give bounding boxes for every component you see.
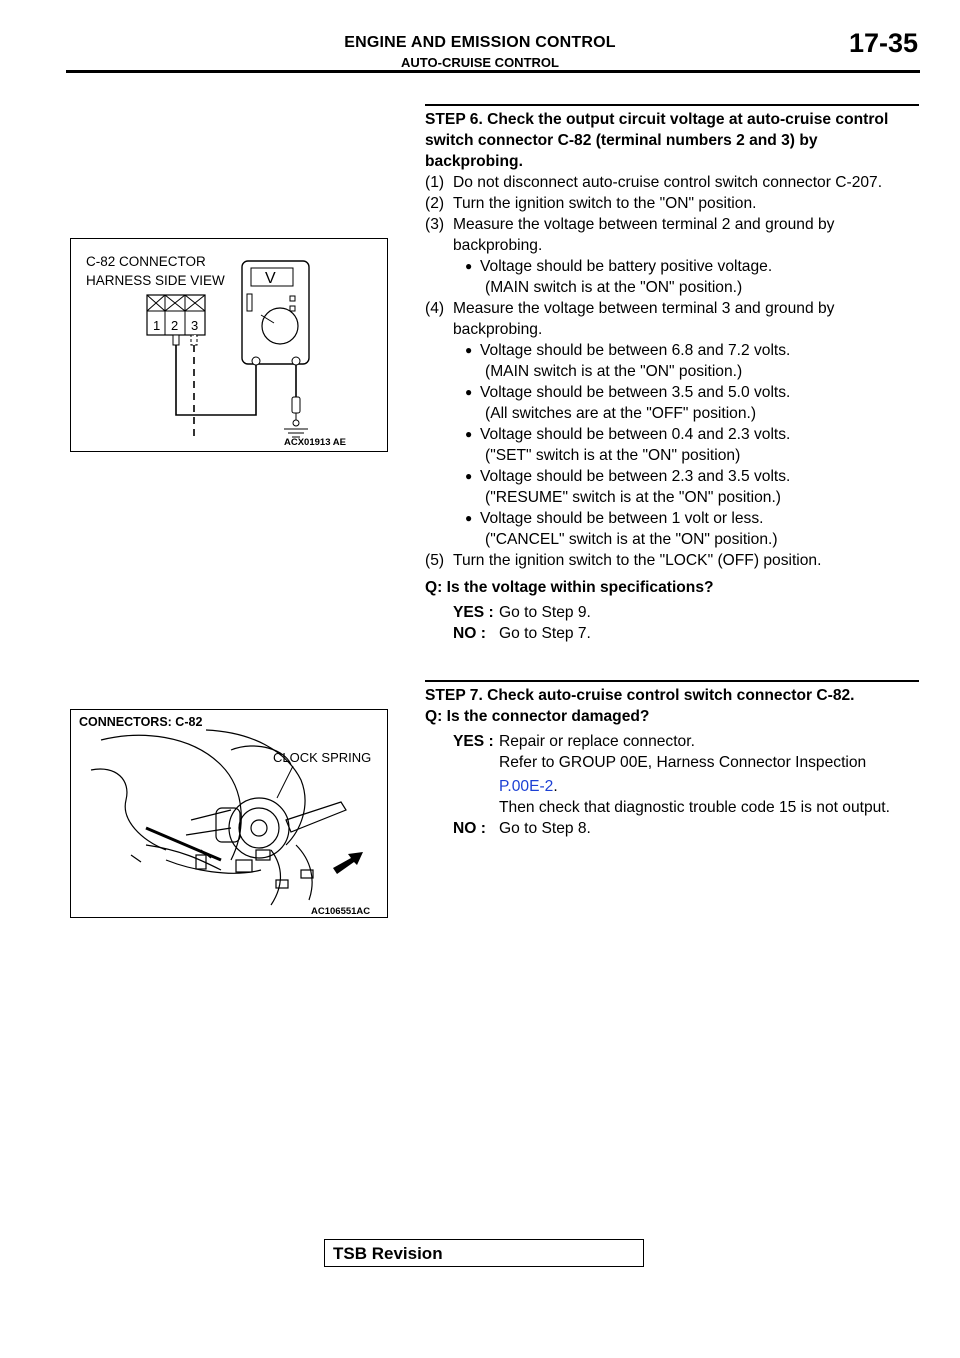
spec-bullet: ● Voltage should be between 6.8 and 7.2 volts. (465, 342, 791, 359)
list-item: (3) Measure the voltage between terminal 2 and ground by backprobing. (425, 216, 835, 254)
harness-inspection-link[interactable]: P.00E-2 (499, 778, 554, 795)
figure1-label-line1: C-82 CONNECTOR (86, 254, 206, 269)
spec-condition: ("CANCEL" switch is at the "ON" position.) (485, 531, 778, 548)
figure2-title: CONNECTORS: C-82 (79, 715, 203, 729)
connector-location-illustration (71, 710, 387, 917)
spec-condition: (MAIN switch is at the "ON" position.) (485, 279, 743, 296)
figure-connector-location (70, 709, 388, 918)
yes-line-2: Refer to GROUP 00E, Harness Connector Inspection (499, 754, 867, 771)
tsb-revision-box (324, 1239, 644, 1267)
voltmeter-diagram (71, 239, 387, 451)
bullet-icon: ● (465, 469, 473, 483)
pin-2-label: 2 (171, 318, 179, 333)
bullet-icon: ● (465, 343, 473, 357)
arrow-indicator-icon (333, 852, 363, 874)
bullet-icon: ● (465, 385, 473, 399)
bullet-icon: ● (465, 259, 473, 273)
yes-line-1: Repair or replace connector. (499, 733, 695, 750)
step7-answer-no: NO : Go to Step 8. (453, 820, 591, 837)
step7-answer-yes: YES : Repair or replace connector. Refer to GROUP 00E, Harness Connector Inspection P.00E-2. Then check that diagnostic trouble code 15 is not output. (453, 731, 919, 818)
spec-bullet: ● Voltage should be battery positive voltage. (465, 258, 773, 275)
voltmeter-symbol: V (265, 270, 276, 287)
list-item: (4) Measure the voltage between terminal 3 and ground by backprobing. (425, 300, 835, 338)
spec-condition: (All switches are at the "OFF" position.) (485, 405, 757, 422)
figure-voltage-measurement (70, 238, 388, 452)
manual-section-title: ENGINE AND EMISSION CONTROL (344, 34, 616, 51)
list-item: (1) Do not disconnect auto-cruise control switch connector C-207. (425, 174, 883, 191)
spec-condition: ("RESUME" switch is at the "ON" position.) (485, 489, 781, 506)
figure2-id: AC106551AC (311, 906, 371, 917)
tsb-revision-label: TSB Revision (333, 1244, 443, 1263)
clock-spring-callout: CLOCK SPRING (273, 750, 372, 765)
ground-icon (284, 397, 308, 437)
yes-line-3: Then check that diagnostic trouble code 15 is not output. (499, 799, 890, 816)
pin-3-label: 3 (191, 318, 199, 333)
manual-subsection-title: AUTO-CRUISE CONTROL (401, 55, 559, 70)
spec-bullet: ● Voltage should be between 1 volt or less. (465, 510, 764, 527)
spec-condition: ("SET" switch is at the "ON" position) (485, 447, 741, 464)
spec-condition: (MAIN switch is at the "ON" position.) (485, 363, 743, 380)
spec-bullet: ● Voltage should be between 3.5 and 5.0 volts. (465, 384, 791, 401)
step7-title: STEP 7. Check auto-cruise control switch connector C-82. (425, 687, 855, 704)
bullet-icon: ● (465, 511, 473, 525)
bullet-icon: ● (465, 427, 473, 441)
step6-question: Q: Is the voltage within specifications? (425, 579, 714, 596)
voltmeter-icon (242, 261, 309, 365)
list-item: (5) Turn the ignition switch to the "LOCK" (OFF) position. (425, 552, 822, 569)
pin-1-label: 1 (153, 318, 161, 333)
step6-answer-yes: YES : Go to Step 9. (453, 604, 591, 621)
step6-section (425, 104, 919, 644)
figure1-label-line2: HARNESS SIDE VIEW (86, 273, 225, 288)
step6-title: STEP 6. Check the output circuit voltage at auto-cruise control switch connector C-82 (terminal numbers 2 and 3) by backprobing. (425, 111, 889, 170)
spec-bullet: ● Voltage should be between 0.4 and 2.3 volts. (465, 426, 791, 443)
step7-section (425, 680, 919, 839)
spec-bullet: ● Voltage should be between 2.3 and 3.5 volts. (465, 468, 791, 485)
page-number: 17-35 (848, 28, 918, 58)
header-divider (66, 70, 920, 73)
step7-question: Q: Is the connector damaged? (425, 708, 650, 725)
figure1-id: ACX01913 AE (284, 437, 346, 448)
connector-c82-icon (147, 295, 205, 335)
list-item: (2) Turn the ignition switch to the "ON" position. (425, 195, 757, 212)
step6-answer-no: NO : Go to Step 7. (453, 625, 591, 642)
